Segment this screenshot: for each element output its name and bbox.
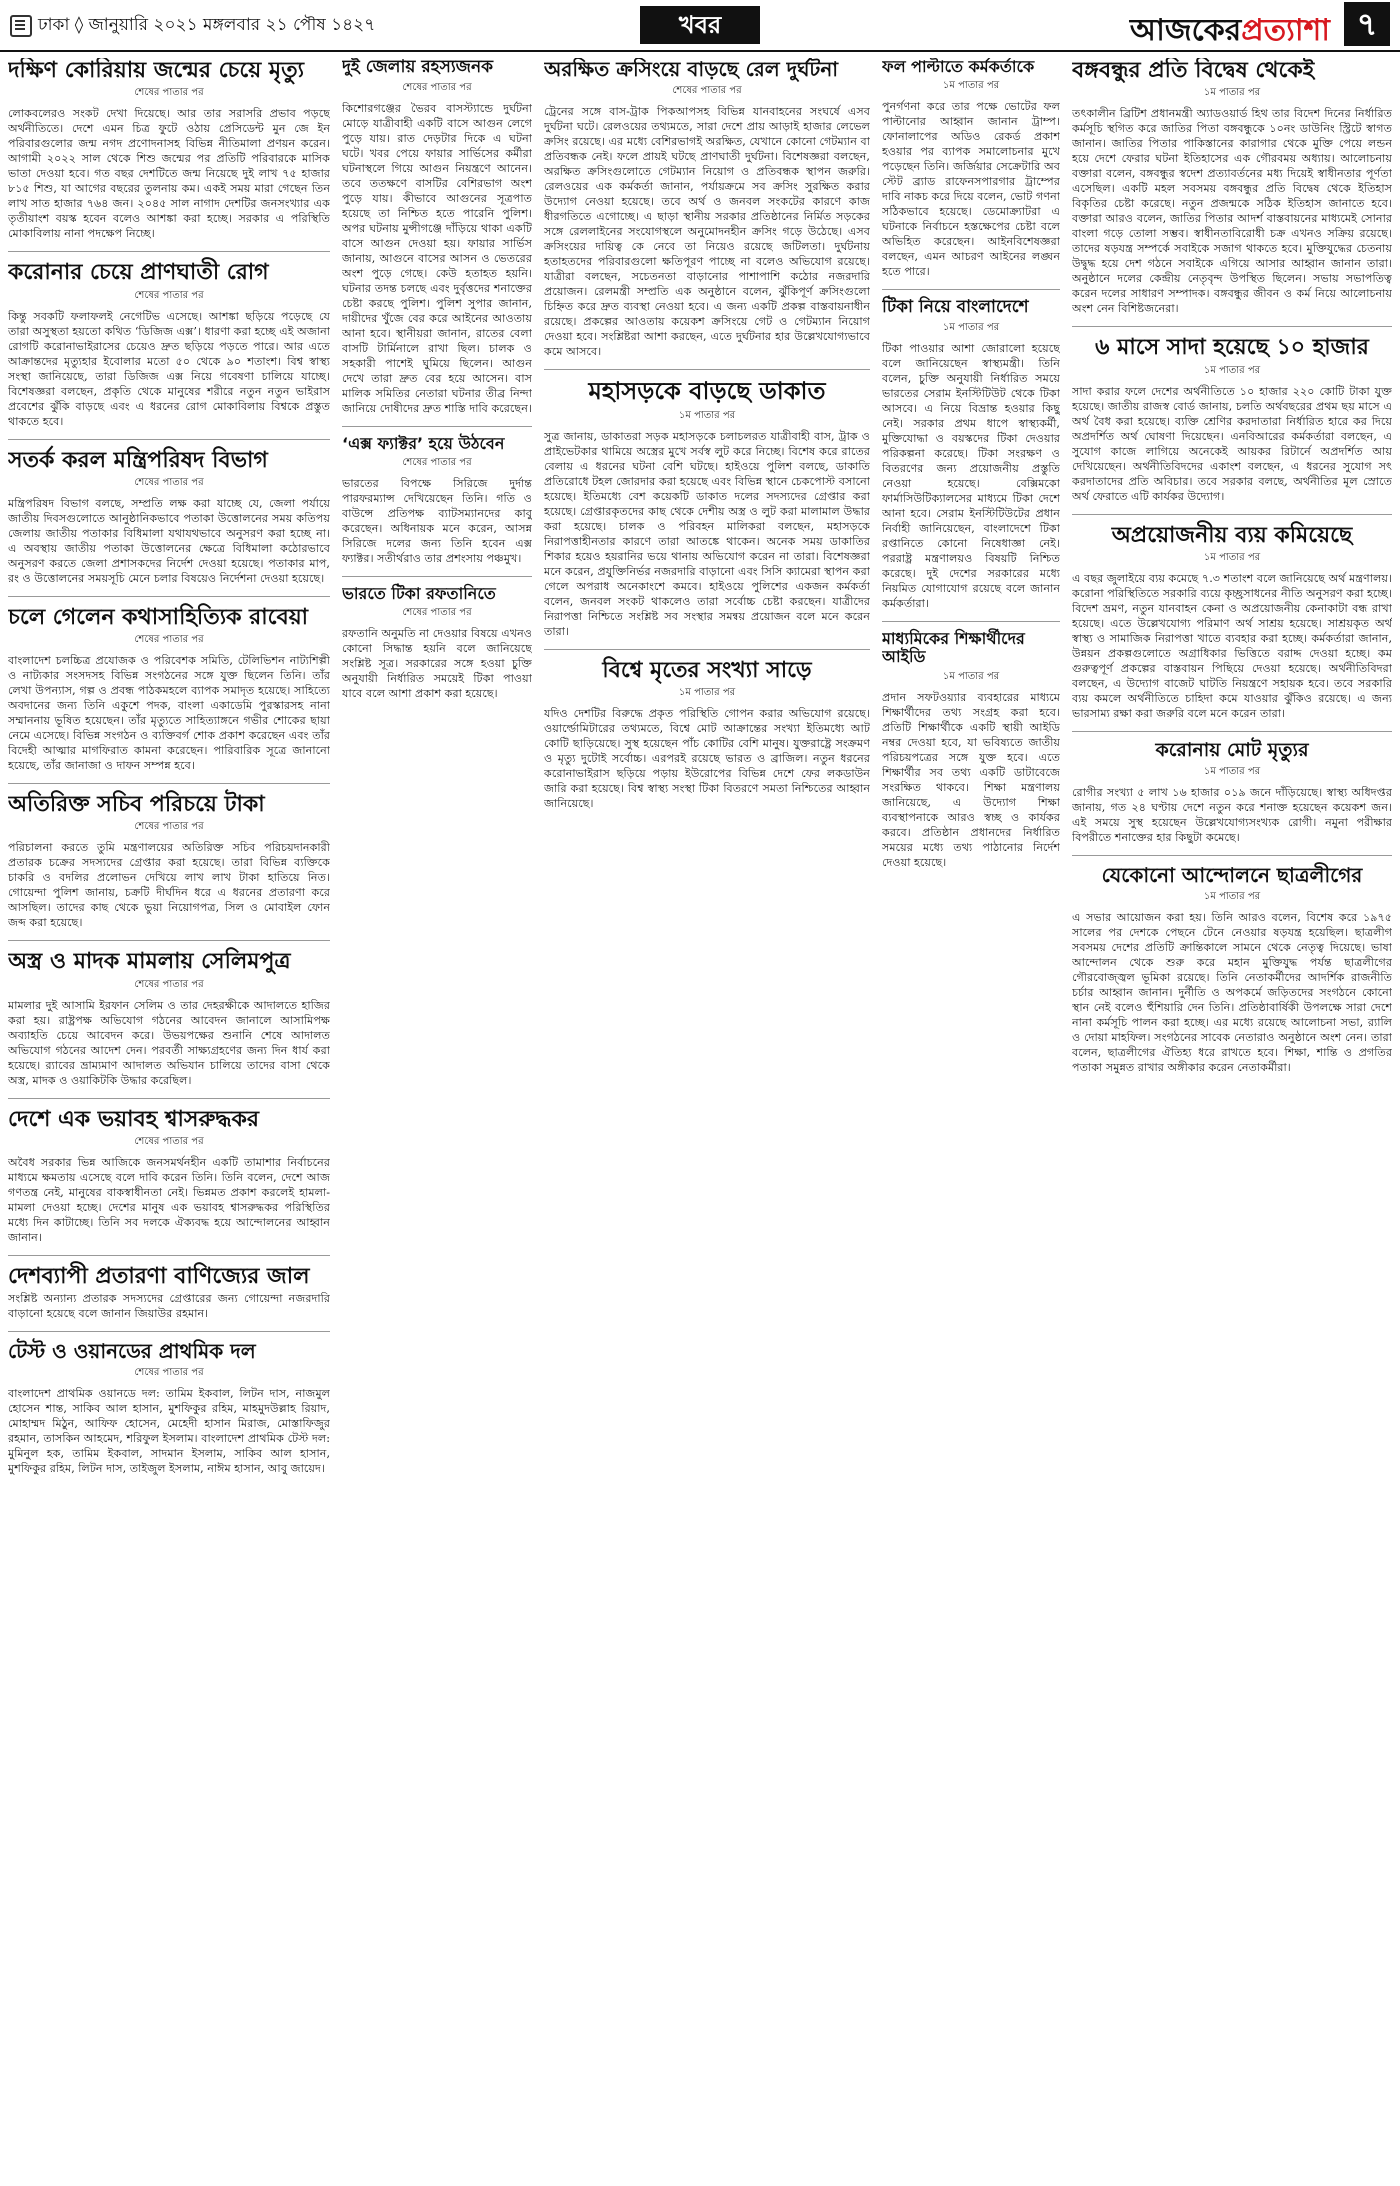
headline: অস্ত্র ও মাদক মামলায় সেলিমপুত্র xyxy=(8,949,291,975)
headline: অপ্রয়োজনীয় ব্যয় কমিয়েছে xyxy=(1111,522,1353,548)
continued-label: শেষের পাতার পর xyxy=(402,81,472,93)
continued-label: ১ম পাতার পর xyxy=(1203,765,1261,777)
story-body: পরিচালনা করতে তুমি মন্ত্রণালয়ের অতিরিক্ত সচিব পরিচয়দানকারী প্রতারক চক্রের সদস্যদের গ্রেপ্তার করা হয়েছে। তারা বিভিন্ন ব্যক্তিকে চাকরি ও বদলির প্রলোভন দেখিয়ে লাখ লাখ টাকা হাতিয়ে নিত। গোয়েন্দা পুলিশ জানায়, চক্রটি দীর্ঘদিন ধরে এ ধরনের প্রতারণা করে আসছিল। তাদের কাছ থেকে ভুয়া নিয়োগপত্র, সিল ও মোবাইল ফোন জব্দ করা হয়েছে। xyxy=(8,841,330,930)
headline: দুই জেলায় রহস্যজনক xyxy=(342,58,494,77)
story xyxy=(8,605,330,773)
headline: ‘এক্স ফ্যাক্টর’ হয়ে উঠবেন xyxy=(342,433,505,453)
story xyxy=(342,585,532,701)
column-3 xyxy=(544,58,870,2178)
headline: অরক্ষিত ক্রসিংয়ে বাড়ছে রেল দুর্ঘটনা xyxy=(544,58,839,81)
story-body: রোগীর সংখ্যা ৫ লাখ ১৬ হাজার ০১৯ জনে দাঁড়িয়েছে। স্বাস্থ্য অধিদপ্তর জানায়, গত ২৪ ঘণ্টায় দেশে নতুন করে শনাক্ত হয়েছেন কয়েকশ জন। এই সময়ে সুস্থ হয়েছেন উল্লেখযোগ্যসংখ্যক রোগী। নমুনা পরীক্ষার বিপরীতে শনাক্তের হার কিছুটা কমেছে। xyxy=(1072,785,1392,844)
story xyxy=(882,298,1060,611)
dateline xyxy=(10,12,375,40)
continued-label: ১ম পাতার পর xyxy=(678,686,736,698)
story-body: সংশ্লিষ্ট অন্যান্য প্রতারক সদস্যদের গ্রেপ্তারের জন্য গোয়েন্দা নজরদারি বাড়ানো হয়েছে বলে জানান জিয়াউর রহমান। xyxy=(8,1292,330,1321)
page-number: ৭ xyxy=(1344,2,1390,46)
story xyxy=(342,58,532,416)
headline: সতর্ক করল মন্ত্রিপরিষদ বিভাগ xyxy=(8,447,268,473)
headline: দক্ষিণ কোরিয়ায় জন্মের চেয়ে মৃত্যু xyxy=(8,58,304,83)
story-body: টিকা পাওয়ার আশা জোরালো হয়েছে বলে জানিয়েছেন স্বাস্থ্যমন্ত্রী। তিনি বলেন, চুক্তি অনুযায়ী নির্ধারিত সময়ে ভারতের সেরাম ইনস্টিটিউট থেকে টিকা আসবে। এ নিয়ে বিভ্রান্ত হওয়ার কিছু নেই। সরকার প্রথম ধাপে স্বাস্থ্যকর্মী, মুক্তিযোদ্ধা ও বয়স্কদের টিকা দেওয়ার পরিকল্পনা করেছে। টিকা সংরক্ষণ ও বিতরণের জন্য প্রয়োজনীয় প্রস্তুতি নেওয়া হয়েছে। বেক্সিমকো ফার্মাসিউটিক্যালসের মাধ্যমে টিকা দেশে আনা হবে। সেরাম ইনস্টিটিউটের প্রধান নির্বাহী জানিয়েছেন, বাংলাদেশে টিকা রপ্তানিতে কোনো নিষেধাজ্ঞা নেই। পররাষ্ট্র মন্ত্রণালয়ও বিষয়টি নিশ্চিত করেছে। দুই দেশের সরকারের মধ্যে নিয়মিত যোগাযোগ রয়েছে বলে জানান কর্মকর্তারা। xyxy=(882,341,1060,610)
headline: করোনায় মোট মৃত্যুর xyxy=(1155,738,1309,761)
story xyxy=(1072,335,1392,503)
story xyxy=(544,378,870,639)
story-body: অবৈধ সরকার ভিন্ন আজিকে জনসমর্থনহীন একটি তামাশার নির্বাচনের মাধ্যমে ক্ষমতায় এসেছে বলে দাবি করেন তিনি। তিনি বলেন, দেশে আজ গণতন্ত্র নেই, মানুষের বাকস্বাধীনতা নেই। ভিন্নমত প্রকাশ করলেই হামলা-মামলা দেওয়া হচ্ছে। দেশের মানুষ এক ভয়াবহ শ্বাসরুদ্ধকর পরিস্থিতির মধ্যে দিন কাটাচ্ছে। তিনি সব দলকে ঐক্যবদ্ধ হয়ে আন্দোলনের আহ্বান জানান। xyxy=(8,1156,330,1245)
story xyxy=(1072,523,1392,721)
headline: ফল পাল্টাতে কর্মকর্তাকে xyxy=(882,58,1035,76)
story xyxy=(8,792,330,930)
continued-label: শেষের পাতার পর xyxy=(134,978,204,990)
story-body: কিন্তু সবকটি ফলাফলই নেগেটিভ এসেছে। আশঙ্কা ছড়িয়ে পড়েছে যে তারা অসুস্থতা হয়তো কথিত ‘ডিজিজ এক্স’। ধারণা করা হচ্ছে এই অজানা রোগটি করোনাভাইরাসের চেয়েও দ্রুত ছড়িয়ে পড়তে পারে। আর এতে আক্রান্তদের মৃত্যুহার ইবোলার মতো ৫০ থেকে ৯০ শতাংশ। বিশ্ব স্বাস্থ্য সংস্থা জানিয়েছে, তারা ডিজিজ এক্স নিয়ে গবেষণা চালিয়ে যাচ্ছে। বিশেষজ্ঞরা বলছেন, প্রকৃতি থেকে মানুষের শরীরে নতুন নতুন ভাইরাস প্রবেশের ঝুঁকি বাড়ছে এবং এ ধরনের রোগ মোকাবিলায় বিশ্বকে প্রস্তুত থাকতে হবে। xyxy=(8,309,330,428)
headline: মহাসড়কে বাড়ছে ডাকাত xyxy=(588,377,826,405)
continued-label: শেষের পাতার পর xyxy=(402,607,472,619)
continued-label: ১ম পাতার পর xyxy=(1203,364,1261,376)
continued-label: শেষের পাতার পর xyxy=(134,821,204,833)
headline: চলে গেলেন কথাসাহিত্যিক রাবেয়া xyxy=(8,604,309,630)
headline: ৬ মাসে সাদা হয়েছে ১০ হাজার xyxy=(1095,335,1369,361)
story-body: রফতানি অনুমতি না দেওয়ার বিষয়ে এখনও কোনো সিদ্ধান্ত হয়নি বলে জানিয়েছে সংশ্লিষ্ট সূত্র। সরকারের সঙ্গে হওয়া চুক্তি অনুযায়ী নির্ধারিত সময়েই টিকা পাওয়া যাবে বলে আশা প্রকাশ করা হয়েছে। xyxy=(342,627,532,701)
dateline-text: ঢাকা ◊ জানুয়ারি ২০২১ মঙ্গলবার ২১ পৌষ ১৪২৭ xyxy=(38,15,376,35)
logo-part-1: আজকের xyxy=(1129,13,1242,48)
story-body: কিশোরগঞ্জের ভৈরব বাসস্ট্যান্ডে দুর্ঘটনা মোড়ে যাত্রীবাহী একটি বাসে আগুন লেগে পুড়ে যায়। রাত দেড়টার দিকে এ ঘটনা ঘটে। খবর পেয়ে ফায়ার সার্ভিসের কর্মীরা ঘটনাস্থলে গিয়ে আগুন নিয়ন্ত্রণে আনেন। তবে ততক্ষণে বাসটির বেশিরভাগ অংশ পুড়ে যায়। কীভাবে আগুনের সূত্রপাত হয়েছে তা নিশ্চিত হতে পারেনি পুলিশ। অপর ঘটনায় মুন্সীগঞ্জে দাঁড়িয়ে থাকা একটি বাসে আগুন দেওয়া হয়। ফায়ার সার্ভিস জানায়, আগুনে বাসের আসন ও ভেতরের অংশ পুড়ে গেছে। কেউ হতাহত হয়নি। ঘটনার তদন্ত চলছে এবং দুর্বৃত্তদের শনাক্তের চেষ্টা করছে পুলিশ। পুলিশ সুপার জানান, দায়ীদের খুঁজে বের করে আইনের আওতায় আনা হবে। স্থানীয়রা জানান, রাতের বেলা বাসটি টার্মিনালে রাখা ছিল। চালক ও সহকারী পাশেই ঘুমিয়ে ছিলেন। আগুন দেখে তারা দ্রুত বের হয়ে আসেন। বাস মালিক সমিতির নেতারা ঘটনার তীব্র নিন্দা জানিয়ে দোষীদের দ্রুত শাস্তি দাবি করেছেন। xyxy=(342,101,532,415)
headline: ভারতে টিকা রফতানিতে xyxy=(342,583,496,603)
story xyxy=(1072,58,1392,316)
story xyxy=(8,1107,330,1245)
story-body: মন্ত্রিপরিষদ বিভাগ বলছে, সম্প্রতি লক্ষ করা যাচ্ছে যে, জেলা পর্যায়ে জাতীয় দিবসগুলোতে আনুষ্ঠানিকভাবে পতাকা উত্তোলনের সময় কতিপয় জেলায় জাতীয় পতাকার বিধিমালা যথাযথভাবে অনুসরণ করা হচ্ছে না। এ অবস্থায় জাতীয় পতাকা উত্তোলনের ক্ষেত্রে বিধিমালা কঠোরভাবে অনুসরণ করতে জেলা প্রশাসকদের নির্দেশ দেওয়া হয়েছে। পতাকার মাপ, রং ও উত্তোলনের সময়সূচি মেনে চলার বিষয়েও নির্দেশনা দেওয়া হয়েছে। xyxy=(8,496,330,585)
headline: দেশব্যাপী প্রতারণা বাণিজ্যের জাল xyxy=(8,1264,310,1290)
story xyxy=(8,58,330,241)
story xyxy=(1072,864,1392,1075)
logo-part-2: প্রত্যাশা xyxy=(1241,13,1330,48)
continued-label: শেষের পাতার পর xyxy=(134,476,204,488)
column-4 xyxy=(882,58,1060,2178)
column-2 xyxy=(342,58,532,2178)
story-body: মামলার দুই আসামি ইরফান সেলিম ও তার দেহরক্ষীকে আদালতে হাজির করা হয়। রাষ্ট্রপক্ষ অভিযোগ গঠনের আবেদন জানালে আসামিপক্ষ অব্যাহতি চেয়ে আবেদন করে। উভয়পক্ষের শুনানি শেষে আদালত অভিযোগ গঠনের আদেশ দেন। পরবর্তী সাক্ষ্যগ্রহণের জন্য দিন ধার্য করা হয়েছে। র‌্যাবের ভ্রাম্যমাণ আদালত অভিযান চালিয়ে তাদের বাসা থেকে অস্ত্র, মাদক ও ওয়াকিটকি উদ্ধার করেছিল। xyxy=(8,998,330,1087)
headline: টিকা নিয়ে বাংলাদেশে xyxy=(882,297,1029,318)
story-body: প্রদান সফটওয়্যার ব্যবহারের মাধ্যমে শিক্ষার্থীদের তথ্য সংগ্রহ করা হবে। প্রতিটি শিক্ষার্থীকে একটি স্থায়ী আইডি নম্বর দেওয়া হবে, যা ভবিষ্যতে জাতীয় পরিচয়পত্রের সঙ্গে যুক্ত হবে। এতে শিক্ষার্থীর সব তথ্য একটি ডাটাবেজে সংরক্ষিত থাকবে। শিক্ষা মন্ত্রণালয় জানিয়েছে, এ উদ্যোগ শিক্ষা ব্যবস্থাপনাকে আরও স্বচ্ছ ও কার্যকর করবে। প্রতিষ্ঠান প্রধানদের নির্ধারিত সময়ের মধ্যে তথ্য পাঠানোর নির্দেশ দেওয়া হয়েছে। xyxy=(882,690,1060,869)
headline: অতিরিক্ত সচিব পরিচয়ে টাকা xyxy=(8,792,265,818)
story xyxy=(882,58,1060,279)
continued-label: ১ম পাতার পর xyxy=(942,670,1000,682)
headline: বিশ্বে মৃতের সংখ্যা সাড়ে xyxy=(602,657,812,683)
continued-label: শেষের পাতার পর xyxy=(402,456,472,468)
story xyxy=(342,435,532,566)
continued-label: ১ম পাতার পর xyxy=(1203,890,1261,902)
headline: যেকোনো আন্দোলনে ছাত্রলীগের xyxy=(1101,862,1363,887)
story-body: এ সভার আয়োজন করা হয়। তিনি আরও বলেন, বিশেষ করে ১৯৭৫ সালের পর দেশকে পেছনে টেনে নেওয়ার ষড়যন্ত্র হয়েছিল। ছাত্রলীগ সবসময় দেশের প্রতিটি ক্রান্তিকালে সামনে থেকে নেতৃত্ব দিয়েছে। ভাষা আন্দোলন থেকে শুরু করে মহান মুক্তিযুদ্ধ পর্যন্ত ছাত্রলীগের গৌরবোজ্জ্বল ভূমিকা রয়েছে। তিনি নেতাকর্মীদের আদর্শিক রাজনীতি চর্চার আহ্বান জানান। দুর্নীতি ও অপকর্মে জড়িতদের সংগঠনে কোনো স্থান নেই বলেও হুঁশিয়ারি দেন তিনি। প্রতিষ্ঠাবার্ষিকী উপলক্ষে সারা দেশে নানা কর্মসূচি পালন করা হচ্ছে। এর মধ্যে রয়েছে আলোচনা সভা, র‍্যালি ও দোয়া মাহফিল। সংগঠনের সাবেক নেতারাও অনুষ্ঠানে অংশ নেন। তারা বলেন, ছাত্রলীগের ঐতিহ্য ধরে রাখতে হবে। শিক্ষা, শান্তি ও প্রগতির পতাকা সমুন্নত রাখার অঙ্গীকার করেন নেতাকর্মীরা। xyxy=(1072,910,1392,1074)
story xyxy=(8,1340,330,1476)
continued-label: ১ম পাতার পর xyxy=(942,80,1000,92)
story xyxy=(882,630,1060,870)
story-body: পুনর্গণনা করে তার পক্ষে ভোটের ফল পাল্টানোর আহ্বান জানান ট্রাম্প। ফোনালাপের অডিও রেকর্ড প্রকাশ হওয়ার পর ব্যাপক সমালোচনার মুখে পড়েছেন তিনি। জর্জিয়ার সেক্রেটারি অব স্টেট ব্র্যাড রাফেনসপারগার ট্রাম্পের দাবি নাকচ করে দিয়ে বলেন, ভোট গণনা সঠিকভাবে হয়েছে। ডেমোক্র্যাটরা এ ঘটনাকে নির্বাচনে হস্তক্ষেপের চেষ্টা বলে অভিহিত করেছেন। আইনবিশেষজ্ঞরা বলছেন, এমন আচরণ আইনের লঙ্ঘন হতে পারে। xyxy=(882,100,1060,279)
story-body: এ বছর জুলাইয়ে ব্যয় কমেছে ৭.৩ শতাংশ বলে জানিয়েছে অর্থ মন্ত্রণালয়। করোনা পরিস্থিতিতে সরকারি ব্যয়ে কৃচ্ছ্রসাধনের নীতি অনুসরণ করা হচ্ছে। বিদেশ ভ্রমণ, নতুন যানবাহন কেনা ও অপ্রয়োজনীয় কেনাকাটা বন্ধ রাখা হয়েছে। এতে উল্লেখযোগ্য পরিমাণ অর্থ সাশ্রয় হয়েছে। সাশ্রয়কৃত অর্থ স্বাস্থ্য ও সামাজিক নিরাপত্তা খাতে ব্যবহার করা হচ্ছে। কর্মকর্তারা জানান, উন্নয়ন প্রকল্পগুলোতে অগ্রাধিকার ভিত্তিতে বরাদ্দ দেওয়া হচ্ছে। কম গুরুত্বপূর্ণ প্রকল্পের বাস্তবায়ন পিছিয়ে দেওয়া হয়েছে। অর্থনীতিবিদরা বলছেন, এ উদ্যোগ বাজেট ঘাটতি নিয়ন্ত্রণে সহায়ক হবে। তবে সরকারি ব্যয় কমলে অর্থনীতিতে চাহিদা কমে যাওয়ার ঝুঁকিও রয়েছে। এ জন্য ভারসাম্য রক্ষা করা জরুরি বলে মনে করেন তারা। xyxy=(1072,571,1392,720)
story-body: যদিও দেশটির বিরুদ্ধে প্রকৃত পরিস্থিতি গোপন করার অভিযোগ রয়েছে। ওয়ার্ল্ডোমিটারের তথ্যমতে, বিশ্বে মোট আক্রান্তের সংখ্যা ইতিমধ্যে আট কোটি ছাড়িয়েছে। সুস্থ হয়েছেন পাঁচ কোটির বেশি মানুষ। যুক্তরাষ্ট্রে সংক্রমণ ও মৃত্যু দুটোই সর্বোচ্চ। এরপরই রয়েছে ভারত ও ব্রাজিল। নতুন ধরনের করোনাভাইরাস ছড়িয়ে পড়ায় ইউরোপের বিভিন্ন দেশে ফের লকডাউন জারি করা হয়েছে। বিশ্ব স্বাস্থ্য সংস্থা টিকা বিতরণে সমতা নিশ্চিতের আহ্বান জানিয়েছে। xyxy=(544,706,870,810)
continued-label: ১ম পাতার পর xyxy=(678,409,736,421)
masthead xyxy=(0,0,1400,52)
story xyxy=(1072,740,1392,845)
newspaper-logo xyxy=(1130,6,1330,57)
story-body: তৎকালীন ব্রিটিশ প্রধানমন্ত্রী অ্যাডওয়ার্ড হিথ তার বিদেশ দিনের নির্ধারিত কর্মসূচি স্থগিত করে জাতির পিতা বঙ্গবন্ধুকে ১০নং ডাউনিং স্ট্রিটে স্বাগত জানান। জাতির পিতার পাকিস্তানের কারাগার থেকে মুক্তি পেয়ে লন্ডন হয়ে দেশে ফেরার ঘটনা ইতিহাসের এক গৌরবময় অধ্যায়। আলোচনায় বক্তারা বলেন, বঙ্গবন্ধুর স্বদেশ প্রত্যাবর্তনের মধ্য দিয়েই স্বাধীনতার পূর্ণতা এসেছিল। একটি মহল সবসময় বঙ্গবন্ধুর প্রতি বিদ্বেষ থেকে ইতিহাস বিকৃতির চেষ্টা করেছে। নতুন প্রজন্মকে সঠিক ইতিহাস জানাতে হবে। বক্তারা আরও বলেন, জাতির পিতার আদর্শ বাস্তবায়নের মাধ্যমেই সোনার বাংলা গড়ে তোলা সম্ভব। স্বাধীনতাবিরোধী চক্র এখনও সক্রিয় রয়েছে। তাদের ষড়যন্ত্র সম্পর্কে সবাইকে সজাগ থাকতে হবে। মুক্তিযুদ্ধের চেতনায় উদ্বুদ্ধ হয়ে দেশ গঠনে সবাইকে এগিয়ে আসার আহ্বান জানান তারা। অনুষ্ঠানে দলের কেন্দ্রীয় নেতৃবৃন্দ উপস্থিত ছিলেন। সভায় সভাপতিত্ব করেন দলের সাধারণ সম্পাদক। বঙ্গবন্ধুর জীবন ও কর্ম নিয়ে আলোচনায় অংশ নেন বিশিষ্টজনেরা। xyxy=(1072,107,1392,316)
story xyxy=(8,260,330,428)
headline: মাধ্যমিকের শিক্ষার্থীদের আইডি xyxy=(882,628,1025,667)
story-body: ট্রেনের সঙ্গে বাস-ট্রাক পিকআপসহ বিভিন্ন যানবাহনের সংঘর্ষে এসব দুর্ঘটনা ঘটে। রেলওয়ের তথ্যমতে, সারা দেশে প্রায় আড়াই হাজার লেভেল ক্রসিং রয়েছে। এর মধ্যে বেশিরভাগই অরক্ষিত, যেখানে কোনো গেটম্যান বা প্রতিবন্ধক নেই। ফলে প্রায়ই ঘটছে প্রাণঘাতী দুর্ঘটনা। বিশেষজ্ঞরা বলছেন, অরক্ষিত ক্রসিংগুলোতে গেটম্যান নিয়োগ ও প্রতিবন্ধক স্থাপন জরুরি। রেলওয়ের এক কর্মকর্তা জানান, পর্যায়ক্রমে সব ক্রসিং সুরক্ষিত করার উদ্যোগ নেওয়া হয়েছে। তবে অর্থ ও জনবল সংকটের কারণে কাজ ধীরগতিতে এগোচ্ছে। এ ছাড়া স্থানীয় সরকার প্রতিষ্ঠানের নির্মিত সড়কের সঙ্গে রেললাইনের সংযোগস্থলে অনুমোদনহীন ক্রসিং গড়ে উঠেছে। এসব ক্রসিংয়ের দায়িত্ব কে নেবে তা নিয়েও রয়েছে জটিলতা। দুর্ঘটনায় হতাহতদের পরিবারগুলো ক্ষতিপূরণ পাচ্ছে না বলেও অভিযোগ রয়েছে। যাত্রীরা বলছেন, সচেতনতা বাড়ানোর পাশাপাশি কঠোর নজরদারি প্রয়োজন। রেলমন্ত্রী সম্প্রতি এক অনুষ্ঠানে বলেন, ঝুঁকিপূর্ণ ক্রসিংগুলো চিহ্নিত করে দ্রুত ব্যবস্থা নেওয়া হবে। এ জন্য একটি প্রকল্প বাস্তবায়নাধীন রয়েছে। প্রকল্পের আওতায় কয়েকশ ক্রসিংয়ে গেট ও গেটম্যান নিয়োগ দেওয়া হবে। সংশ্লিষ্টরা আশা করছেন, এতে দুর্ঘটনার হার উল্লেখযোগ্যভাবে কমে আসবে। xyxy=(544,105,870,358)
continued-label: শেষের পাতার পর xyxy=(672,85,742,96)
story-body: লোকবলেরও সংকট দেখা দিয়েছে। আর তার সরাসরি প্রভাব পড়ছে অর্থনীতিতে। দেশে এমন চিত্র ফুটে ওঠায় প্রেসিডেন্ট মুন জে ইন পরিবারগুলোর জন্ম নগদ প্রণোদনাসহ বিভিন্ন নীতিমালা প্রণয়ন করেন। আগামী ২০২২ সাল থেকে শিশু জন্মের পর প্রতিটি পরিবারকে মাসিক ভাতা দেওয়া হবে। গত বছর দেশটিতে জন্ম নিয়েছে দুই লাখ ৭৫ হাজার ৮১৫ শিশু, যা আগের বছরের তুলনায় কম। একই সময় মারা গেছেন তিন লাখ সাত হাজার ৭৬৪ জন। ২০৪৫ সাল নাগাদ দেশটির জনসংখ্যার এক তৃতীয়াংশ বয়স্ক হবেন বলেও আশঙ্কা করা হচ্ছে। সরকার এ পরিস্থিতি মোকাবিলায় নানা পদক্ষেপ নিচ্ছে। xyxy=(8,107,330,241)
section-label: খবর xyxy=(640,6,760,44)
column-1 xyxy=(8,58,330,2178)
story xyxy=(8,1264,330,1321)
page-grip-icon xyxy=(10,15,32,37)
continued-label: ১ম পাতার পর xyxy=(1203,551,1261,563)
continued-label: শেষের পাতার পর xyxy=(134,1136,204,1148)
story xyxy=(8,448,330,586)
continued-label: ১ম পাতার পর xyxy=(1203,87,1261,99)
headline: টেস্ট ও ওয়ানডের প্রাথমিক দল xyxy=(8,1339,256,1364)
continued-label: শেষের পাতার পর xyxy=(134,87,204,99)
column-5 xyxy=(1072,58,1392,2178)
story xyxy=(8,949,330,1087)
continued-label: ১ম পাতার পর xyxy=(942,321,1000,333)
story-body: ভারতের বিপক্ষে সিরিজে দুর্দান্ত পারফরম্যান্স দেখিয়েছেন তিনি। গতি ও বাউন্সে প্রতিপক্ষ ব্যাটসম্যানদের কাবু করেছেন। অধিনায়ক মনে করেন, আসন্ন সিরিজে দলের জন্য তিনি হবেন এক্স ফ্যাক্টর। সতীর্থরাও তার প্রশংসায় পঞ্চমুখ। xyxy=(342,476,532,565)
continued-label: শেষের পাতার পর xyxy=(134,289,204,301)
continued-label: শেষের পাতার পর xyxy=(134,634,204,646)
story-body: সাদা করার ফলে দেশের অর্থনীতিতে ১০ হাজার ২২০ কোটি টাকা যুক্ত হয়েছে। জাতীয় রাজস্ব বোর্ড জানায়, চলতি অর্থবছরের প্রথম ছয় মাসে এ অর্থ বৈধ করা হয়েছে। ব্যক্তি শ্রেণির করদাতারা নির্ধারিত হারে কর দিয়ে অপ্রদর্শিত অর্থ ঘোষণা দিয়েছেন। এনবিআরের কর্মকর্তারা বলছেন, এ সুযোগ কাজে লাগিয়ে অনেকেই আয়কর রিটার্নে অপ্রদর্শিত আয় দেখিয়েছেন। অর্থনীতিবিদদের একাংশ বলছেন, এ ধরনের সুযোগ সৎ করদাতাদের প্রতি অবিচার। তবে সরকার বলছে, অর্থনীতির মূল স্রোতে অর্থ ফেরাতে এটি কার্যকর উদ্যোগ। xyxy=(1072,384,1392,503)
story-body: সুত্র জানায়, ডাকাতরা সড়ক মহাসড়কে চলাচলরত যাত্রীবাহী বাস, ট্রাক ও প্রাইভেটকার থামিয়ে অস্ত্রের মুখে সর্বস্ব লুট করে নিচ্ছে। বিশেষ করে রাতের বেলায় এ ধরনের ঘটনা বেশি ঘটছে। হাইওয়ে পুলিশ বলছে, ডাকাতি প্রতিরোধে টহল জোরদার করা হয়েছে এবং বিভিন্ন স্থানে চেকপোস্ট বসানো হয়েছে। ইতিমধ্যে বেশ কয়েকটি ডাকাত দলের সদস্যদের গ্রেপ্তার করা হয়েছে। গ্রেপ্তারকৃতদের কাছ থেকে দেশীয় অস্ত্র ও লুট করা মালামাল উদ্ধার করা হয়েছে। চালক ও পরিবহন মালিকরা বলছেন, মহাসড়কে নিরাপত্তাহীনতার কারণে তারা আতঙ্কে থাকেন। অনেক সময় ডাকাতির শিকার হয়েও হয়রানির ভয়ে থানায় অভিযোগ করেন না তারা। বিশেষজ্ঞরা মনে করেন, প্রযুক্তিনির্ভর নজরদারি বাড়ানো এবং সিসি ক্যামেরা স্থাপন করা গেলে অপরাধ অনেকাংশে কমবে। হাইওয়ে পুলিশের একজন কর্মকর্তা বলেন, জনবল সংকট থাকলেও তারা সর্বোচ্চ চেষ্টা করছেন। যাত্রীদের নিরাপত্তা নিশ্চিতে সংশ্লিষ্ট সব সংস্থার সমন্বয় প্রয়োজন বলে মনে করেন তারা। xyxy=(544,429,870,638)
continued-label: শেষের পাতার পর xyxy=(134,1367,204,1379)
story-body: বাংলাদেশ চলচ্চিত্র প্রযোজক ও পরিবেশক সমিতি, টেলিভিশন নাট্যশিল্পী ও নাট্যকার সংসদসহ বিভিন্ন সংগঠনের সঙ্গে যুক্ত ছিলেন তিনি। তাঁর লেখা উপন্যাস, গল্প ও প্রবন্ধ পাঠকমহলে ব্যাপক সমাদৃত হয়েছে। সাহিত্যে অবদানের জন্য তিনি একুশে পদক, বাংলা একাডেমি পুরস্কারসহ নানা সম্মাননায় ভূষিত হয়েছেন। তাঁর মৃত্যুতে সাহিত্যাঙ্গনে গভীর শোকের ছায়া নেমে এসেছে। বিভিন্ন সংগঠন ও ব্যক্তিবর্গ শোক প্রকাশ করেছেন এবং তাঁর বিদেহী আত্মার মাগফিরাত কামনা করেছেন। পারিবারিক সূত্রে জানানো হয়েছে, তাঁর জানাজা ও দাফন সম্পন্ন হবে। xyxy=(8,654,330,773)
headline: দেশে এক ভয়াবহ শ্বাসরুদ্ধকর xyxy=(8,1106,259,1132)
story xyxy=(544,658,870,811)
headline: বঙ্গবন্ধুর প্রতি বিদ্বেষ থেকেই xyxy=(1072,58,1315,83)
headline: করোনার চেয়ে প্রাণঘাতী রোগ xyxy=(8,260,269,286)
story-body: বাংলাদেশ প্রাথমিক ওয়ানডে দল: তামিম ইকবাল, লিটন দাস, নাজমুল হোসেন শান্ত, সাকিব আল হাসান, মুশফিকুর রহিম, মাহমুদউল্লাহ রিয়াদ, মোহাম্মদ মিঠুন, আফিফ হোসেন, মেহেদী হাসান মিরাজ, মোস্তাফিজুর রহমান, তাসকিন আহমেদ, শরিফুল ইসলাম। বাংলাদেশ প্রাথমিক টেস্ট দল: মুমিনুল হক, তামিম ইকবাল, সাদমান ইসলাম, সাকিব আল হাসান, মুশফিকুর রহিম, লিটন দাস, তাইজুল ইসলাম, নাঈম হাসান, আবু জায়েদ। xyxy=(8,1387,330,1476)
story xyxy=(544,58,870,359)
